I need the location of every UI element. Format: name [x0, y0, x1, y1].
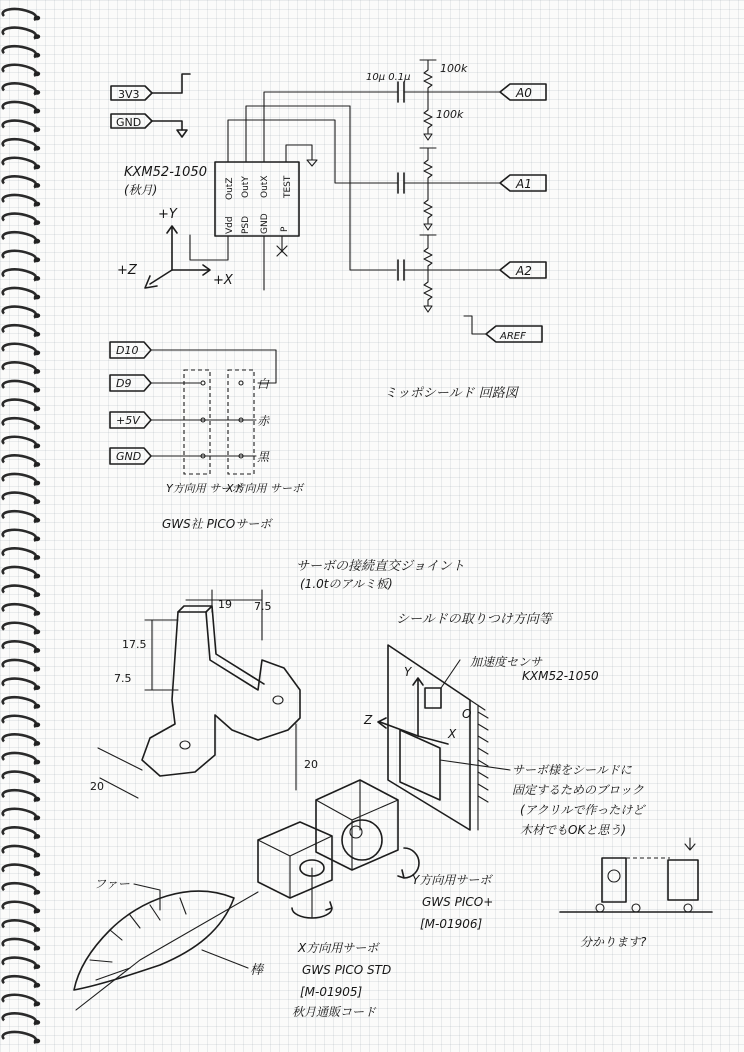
dim-19: 19: [218, 598, 232, 611]
axis-z: +Z: [117, 263, 137, 278]
block-note-2: 固定するためのブロック: [512, 783, 644, 797]
bracket-material: (1.0tのアルミ板): [300, 577, 393, 591]
pin-outz: OutZ: [225, 177, 235, 200]
accel-model: KXM52-1050: [522, 669, 599, 683]
servo-x-model: GWS PICO STD: [302, 963, 392, 977]
servo-x-part: [M-01905]: [300, 985, 363, 999]
tag-3v3-label: 3V3: [118, 88, 140, 101]
cap-label: 10μ 0.1μ: [366, 72, 411, 83]
bracket-hole-2: [273, 696, 283, 704]
mount-axis-x: X: [448, 727, 457, 741]
tag-5v-label: +5V: [116, 414, 140, 427]
tag-d10-label: D10: [116, 344, 139, 357]
resistor-label-1: 100k: [440, 62, 468, 75]
resistor-label-2: 100k: [436, 108, 464, 121]
tag-gnd2-label: GND: [116, 450, 142, 463]
filter-network: [366, 60, 500, 312]
pin-vdd: Vdd: [225, 216, 235, 234]
servo-x-label: X方向用 サーボ: [226, 482, 304, 495]
servo-y-horn: [342, 820, 382, 860]
feather-toy: [74, 877, 265, 1010]
sensor-note: (秋月): [124, 183, 158, 197]
feather-shape: [74, 891, 234, 990]
axis-triad: [117, 207, 234, 288]
dim-7-5-top: 7.5: [254, 600, 272, 613]
axis-x: +X: [213, 273, 233, 288]
mount-axis-z: Z: [364, 713, 373, 727]
dim-7-5-left: 7.5: [114, 672, 132, 685]
tag-gnd-label: GND: [116, 116, 142, 129]
power-section: [111, 74, 190, 137]
wire-red: 赤: [257, 414, 270, 428]
pin-outy: OutY: [241, 176, 251, 198]
pin-gnd: GND: [260, 213, 270, 234]
tag-aref-label: AREF: [500, 331, 526, 342]
stick-label: 棒: [250, 963, 264, 978]
servo-y-connector: [184, 370, 210, 474]
bracket-hole-1: [180, 741, 190, 749]
mount-title: シールドの取りつけ方向等: [396, 612, 552, 627]
dim-20-left: 20: [90, 780, 104, 793]
servo-y-body: [316, 780, 398, 870]
wire-white: 白: [257, 377, 270, 391]
accel-label: 加速度センサ: [470, 655, 543, 669]
tag-a2-label: A2: [516, 264, 532, 278]
question-label: 分かります?: [580, 935, 647, 949]
servo-y-model: GWS PICO+: [422, 895, 494, 909]
mount-axis-y: Y: [404, 665, 412, 679]
analog-tags: [464, 84, 546, 342]
servo-wiring: [110, 342, 305, 531]
servo-assembly: [258, 780, 493, 1019]
block-note-3: (アクリルで作ったけど: [520, 803, 645, 817]
side-view-block-2: [668, 860, 698, 900]
servo-y-name: Y方向用サーボ: [412, 873, 492, 887]
side-view-block-1: [602, 858, 626, 902]
wire-black: 黒: [257, 450, 270, 464]
servo-x-shop: 秋月通販コード: [292, 1005, 377, 1019]
tag-a1-label: A1: [516, 177, 532, 191]
servo-y-label: Y方向用 サーボ: [166, 482, 243, 495]
pin-psd: PSD: [241, 215, 251, 234]
sensor-label: KXM52-1050: [124, 165, 207, 180]
bracket-title: サーボの接続直交ジョイント: [296, 559, 465, 574]
servo-x-body: [258, 822, 332, 898]
block-note-4: 木材でもOKと思う): [520, 823, 626, 837]
dim-20-right: 20: [304, 758, 318, 771]
fur-label: ファー: [94, 877, 130, 891]
tag-d9-label: D9: [116, 377, 132, 390]
bracket-plate: [142, 612, 300, 776]
accel-chip: [425, 688, 441, 708]
mount-axis-o: O: [462, 707, 472, 721]
servo-maker-note: GWS社 PICOサーボ: [162, 517, 272, 531]
pin-outx: OutX: [260, 175, 270, 198]
pin-test: TEST: [283, 175, 293, 198]
pin-p: P: [280, 226, 290, 232]
servo-x-name: X方向用サーボ: [298, 941, 379, 955]
block-note-1: サーボ様をシールドに: [512, 763, 632, 777]
tag-a0-label: A0: [516, 86, 532, 100]
circuit-title: ミッポシールド 回路図: [384, 386, 518, 401]
servo-y-part: [M-01906]: [420, 917, 483, 931]
mount-drawing: [363, 612, 712, 949]
ground-symbol: [177, 130, 187, 137]
feather-stick: [76, 892, 258, 1010]
dim-17-5: 17.5: [122, 638, 147, 651]
axis-y: +Y: [158, 207, 177, 222]
